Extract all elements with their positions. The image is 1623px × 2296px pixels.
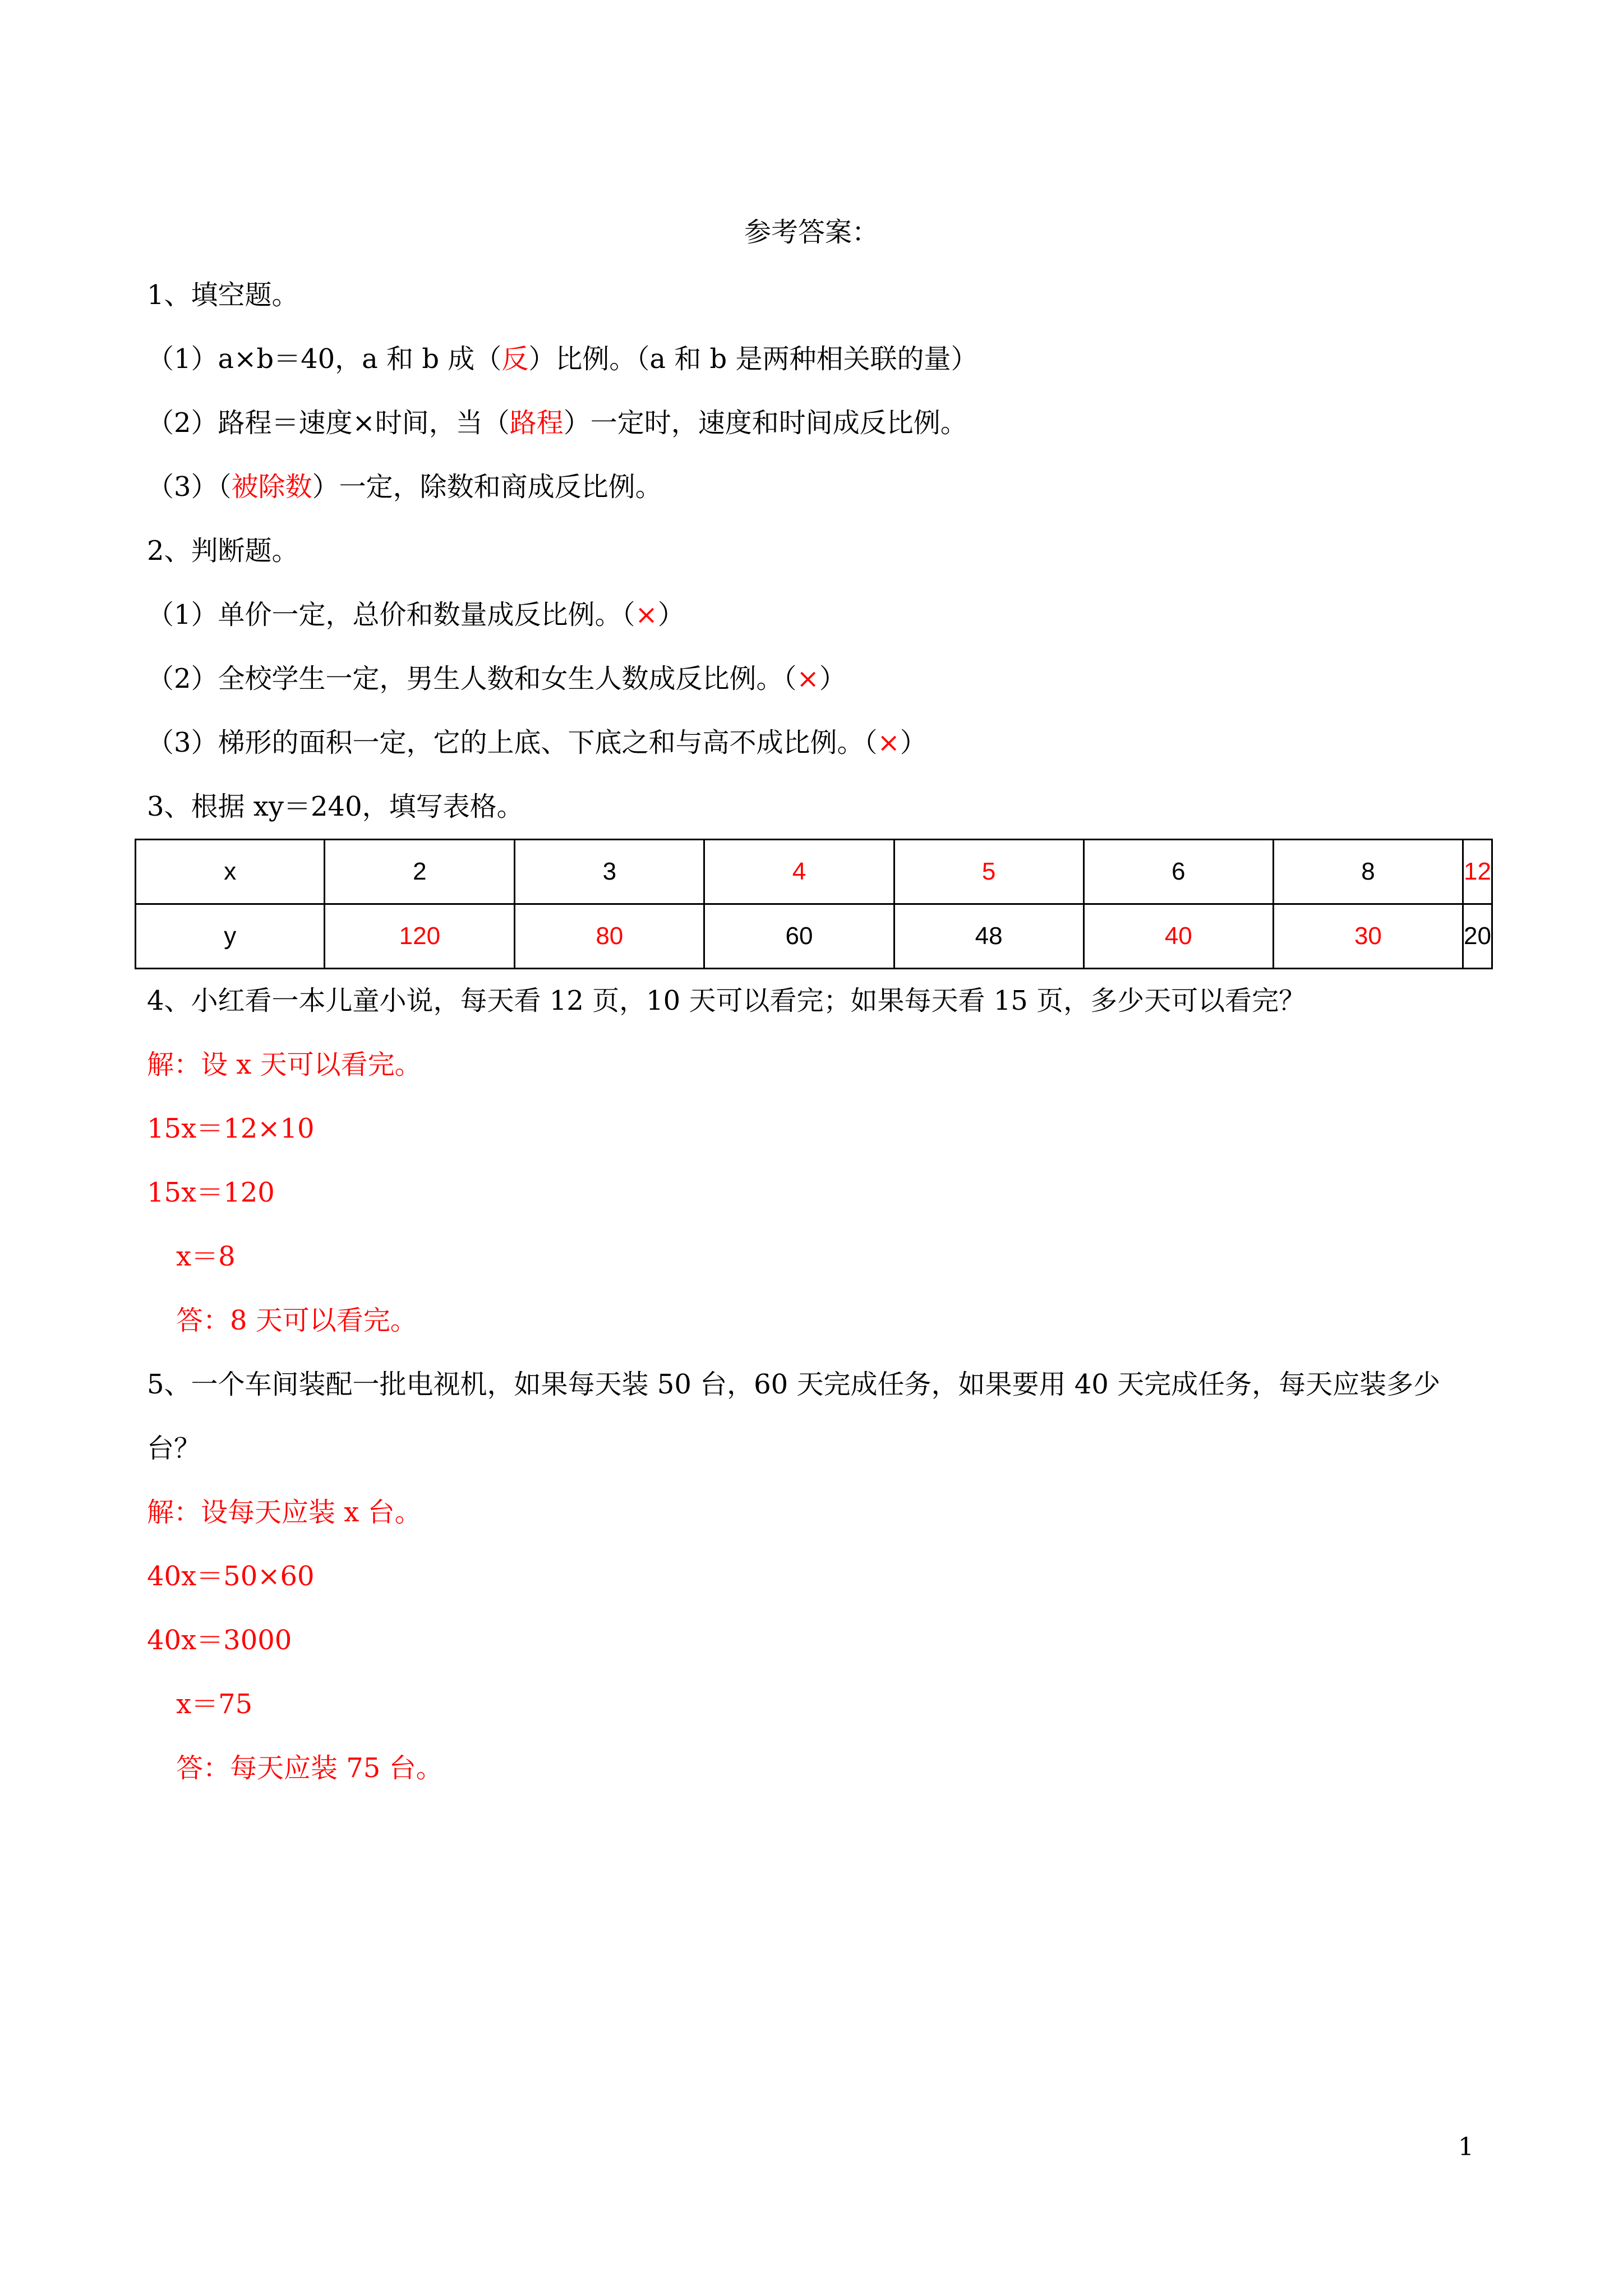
q1-item-3 (147, 467, 662, 507)
q2-item-2-before: （2）全校学生一定，男生人数和女生人数成反比例。（ (147, 663, 797, 694)
table-row-y (136, 904, 1492, 969)
table-cell: y (136, 904, 325, 969)
table-cell-answer: 4 (704, 840, 894, 904)
q2-item-1-answer: × (635, 599, 658, 631)
table-row-x (136, 840, 1492, 904)
q2-item-2 (147, 659, 846, 699)
table-cell-answer: 120 (325, 904, 515, 969)
q1-heading: 1、填空题。 (147, 279, 299, 311)
q1-item-3-answer: 被除数 (231, 471, 312, 503)
q2-item-1-after: ） (657, 599, 685, 631)
q4-solution-setup: 解：设 x 天可以看完。 (147, 1049, 422, 1080)
q1-item-2-after: ）一定时，速度和时间成反比例。 (563, 407, 967, 439)
q4-result: x＝8 (176, 1241, 236, 1272)
q2-item-3 (147, 723, 927, 763)
q2-item-3-before: （3）梯形的面积一定，它的上底、下底之和与高不成比例。（ (147, 727, 878, 758)
table-cell: 60 (704, 904, 894, 969)
table-cell-answer: 40 (1083, 904, 1273, 969)
q1-item-2-answer: 路程 (509, 407, 564, 439)
q1-item-3-after: ）一定，除数和商成反比例。 (312, 471, 662, 503)
table-cell: 2 (325, 840, 515, 904)
xy-table (135, 839, 1493, 969)
q5-equation: 40x＝50×60 (147, 1561, 315, 1592)
q1-item-3-before: （3）（ (147, 471, 232, 503)
page-number: 1 (1458, 2133, 1474, 2161)
q5-result: x＝75 (176, 1688, 253, 1720)
table-cell: 6 (1083, 840, 1273, 904)
q1-item-2 (147, 403, 967, 443)
q5-question-line-1: 5、一个车间装配一批电视机，如果每天装 50 台，60 天完成任务，如果要用 40 天完成任务，每天应装多少 (147, 1369, 1441, 1400)
q2-item-3-after: ） (900, 727, 927, 758)
q1-item-1-after: ）比例。（a 和 b 是两种相关联的量） (528, 343, 978, 375)
q5-solution-setup: 解：设每天应装 x 台。 (147, 1497, 422, 1528)
q1-item-1-answer: 反 (501, 343, 529, 375)
table-cell: 20 (1463, 904, 1492, 969)
q5-equation: 40x＝3000 (147, 1625, 292, 1656)
q2-item-1-before: （1）单价一定，总价和数量成反比例。（ (147, 599, 635, 631)
q4-question: 4、小红看一本儿童小说，每天看 12 页，10 天可以看完；如果每天看 15 页，多少天可以看完？ (147, 985, 1306, 1016)
table-cell: 3 (515, 840, 704, 904)
table-cell-answer: 12 (1463, 840, 1492, 904)
page-title: 参考答案： (744, 217, 879, 248)
q4-equation: 15x＝120 (147, 1177, 275, 1208)
table-cell-answer: 30 (1273, 904, 1463, 969)
table-cell-answer: 5 (894, 840, 1083, 904)
q3-heading: 3、根据 xy＝240，填写表格。 (147, 791, 524, 822)
q2-item-3-answer: × (877, 727, 900, 758)
q4-answer: 答：8 天可以看完。 (176, 1305, 417, 1336)
q1-item-1 (147, 339, 978, 379)
q4-equation: 15x＝12×10 (147, 1113, 315, 1144)
table-cell: x (136, 840, 325, 904)
q5-question-line-2: 台？ (147, 1433, 201, 1464)
q2-item-1 (147, 595, 685, 635)
q2-item-2-after: ） (819, 663, 846, 694)
table-cell: 48 (894, 904, 1083, 969)
table-cell: 8 (1273, 840, 1463, 904)
table-cell-answer: 80 (515, 904, 704, 969)
q1-item-1-before: （1）a×b＝40，a 和 b 成（ (147, 343, 502, 375)
q1-item-2-before: （2）路程＝速度×时间，当（ (147, 407, 510, 439)
q2-item-2-answer: × (796, 663, 819, 694)
q2-heading: 2、判断题。 (147, 535, 299, 567)
q5-answer: 答：每天应装 75 台。 (176, 1752, 443, 1784)
